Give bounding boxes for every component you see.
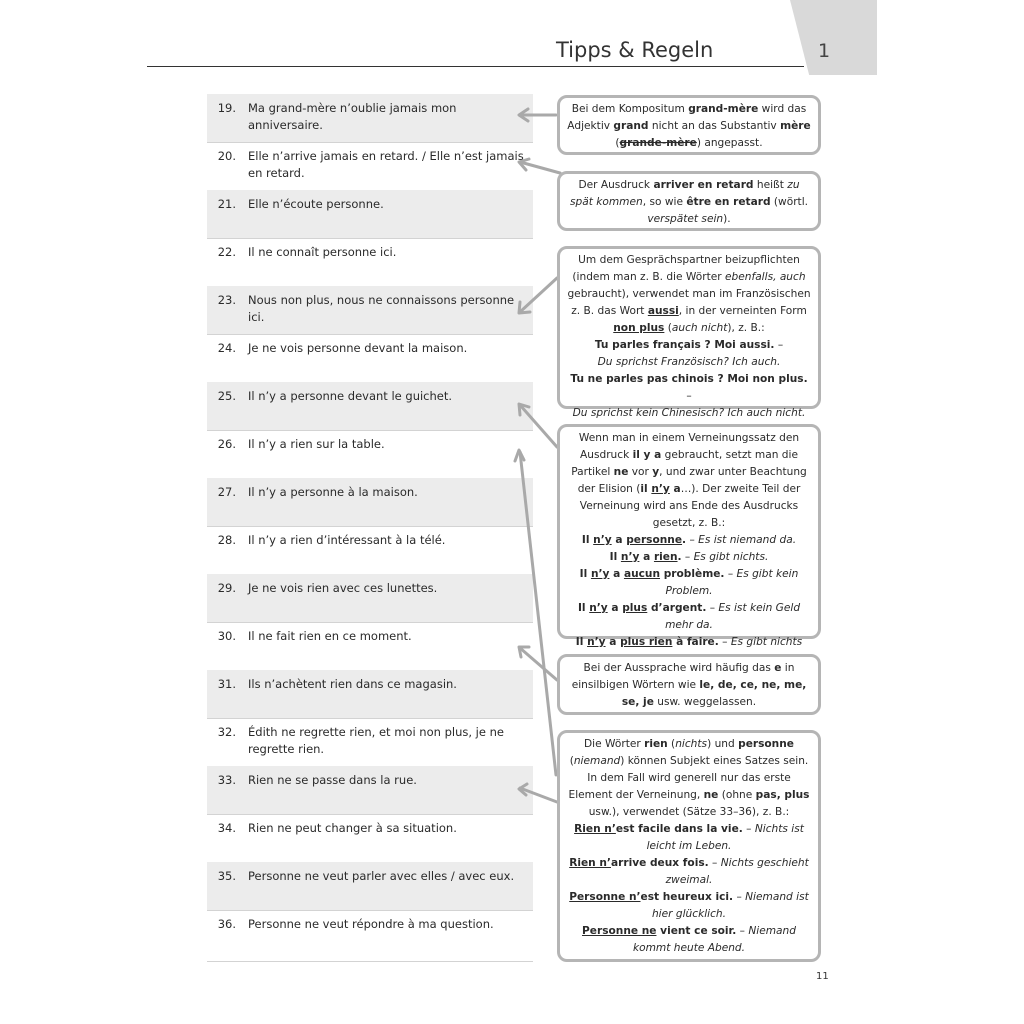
tip-text: Bei der Aussprache wird häufig das	[583, 662, 775, 674]
tip-bold-underlined: Personne ne	[582, 925, 657, 937]
sentence-text: Édith ne regrette rien, et moi non plus, je ne regrette rien.	[248, 725, 504, 756]
tip-text: –	[736, 925, 749, 937]
tip-text: –	[681, 551, 694, 563]
tip-translation: Es gibt kein Problem.	[665, 568, 799, 597]
tip-bold-underlined: n’y	[587, 636, 606, 648]
sentence-number: 19.	[217, 101, 236, 115]
tip-bold-underlined: plus	[622, 602, 648, 614]
tip-bold: personne	[738, 738, 794, 750]
tip-bold: a	[609, 568, 624, 580]
sentence-number: 29.	[217, 581, 236, 595]
tip-translation: Niemand ist hier glücklich.	[651, 891, 809, 920]
sentence-number: 25.	[217, 389, 236, 403]
tip-text: , und zwar unter Beachtung der Elision (	[577, 466, 807, 495]
tip-bold: il	[640, 483, 652, 495]
tip-bold: .	[738, 823, 743, 835]
tip-text: nicht an das Substantiv	[648, 120, 781, 132]
tip-bold-underlined: n’y	[590, 568, 610, 580]
tip-text: –	[742, 823, 755, 835]
page-title: Tipps & Regeln	[556, 38, 714, 62]
tip-bold-underlined: n’y	[593, 534, 612, 546]
sentence-number: 35.	[217, 869, 236, 883]
tip-bold: arrive deux fois	[610, 857, 705, 869]
tip-bold-underlined: aucun	[623, 568, 661, 580]
tip-text: –	[706, 602, 719, 614]
page-number: 11	[816, 971, 829, 982]
tip-text: gebraucht), verwendet man im Französischen z. B. das Wort	[567, 288, 811, 317]
tip-bold: ne	[613, 466, 629, 478]
sentence-number: 31.	[217, 677, 236, 691]
tip-text: , in der verneinten Form	[678, 305, 807, 317]
example-line	[569, 891, 809, 920]
tip-text: –	[686, 390, 692, 402]
tip-box-elision	[557, 654, 821, 715]
tip-text: –	[686, 534, 699, 546]
tip-bold: .	[677, 551, 682, 563]
sentence-text: Elle n’arrive jamais en retard. / Elle n’est jamais en retard.	[248, 149, 524, 180]
tip-text: –	[724, 568, 737, 580]
example-line	[578, 602, 800, 631]
tip-bold: arriver en retard	[653, 179, 754, 191]
tip-box-compound	[557, 95, 821, 155]
tip-text: ), z. B.:	[727, 322, 765, 334]
tip-translation: Du sprichst kein Chinesisch? Ich auch nicht.	[572, 407, 806, 419]
example-line	[574, 823, 804, 852]
tip-bold-underlined: personne	[626, 534, 683, 546]
tip-text: (	[569, 755, 574, 767]
sentence-text: Rien ne se passe dans la rue.	[248, 773, 417, 787]
tip-box-rien-personne	[557, 730, 821, 962]
tip-bold: d’argent	[647, 602, 703, 614]
tip-italic: nichts	[675, 738, 708, 750]
example-line	[569, 857, 809, 886]
tip-text: (ohne	[718, 789, 756, 801]
sentence-text: Nous non plus, nous ne connaissons personne ici.	[248, 293, 515, 324]
tip-text: heißt	[753, 179, 788, 191]
tip-text: Der Ausdruck	[578, 179, 654, 191]
tip-text: ) angepasst.	[696, 137, 763, 149]
tip-text: …). Der zweite Teil der Verneinung wird ans Ende des Ausdrucks gesetzt, z. B.:	[579, 483, 801, 529]
tip-bold-underlined: rien	[653, 551, 678, 563]
sentence-text: Ils n’achètent rien dans ce magasin.	[248, 677, 457, 691]
tip-bold: mère	[780, 120, 811, 132]
tip-bold-underlined: Rien n’	[574, 823, 616, 835]
tip-example: Tu parles français ? Moi aussi.	[594, 339, 775, 351]
tip-text: Die Wörter	[584, 738, 645, 750]
example-line	[582, 534, 796, 546]
tip-bold: a	[607, 602, 623, 614]
sentence-number: 30.	[217, 629, 236, 643]
tip-translation: Es ist kein Geld mehr da.	[665, 602, 801, 631]
tip-italic: ebenfalls, auch	[724, 271, 806, 283]
sentence-text: Il n’y a personne devant le guichet.	[248, 389, 453, 403]
sentence-text: Il ne fait rien en ce moment.	[248, 629, 412, 643]
sentence-number: 34.	[217, 821, 236, 835]
tip-bold: .	[720, 568, 725, 580]
tip-text: –	[718, 636, 731, 648]
tip-bold: Il	[577, 602, 590, 614]
tip-text: (	[667, 738, 676, 750]
tip-bold: vient ce soir	[656, 925, 733, 937]
sentence-number: 24.	[217, 341, 236, 355]
tip-translation: Es gibt nichts	[730, 636, 803, 648]
sentence-number: 23.	[217, 293, 236, 307]
tip-bold: rien	[644, 738, 668, 750]
tip-bold: être en retard	[686, 196, 771, 208]
tip-bold: Il	[581, 534, 594, 546]
tip-text: gebraucht, setzt man die Partikel	[571, 449, 798, 478]
tip-box-non-plus	[557, 246, 821, 419]
tip-translation: Es gibt nichts.	[693, 551, 769, 563]
tip-bold: .	[704, 857, 709, 869]
tip-bold: Il	[579, 568, 591, 580]
tip-italic: niemand	[573, 755, 621, 767]
tip-bold: Il	[609, 551, 621, 563]
tip-bold: .	[714, 636, 719, 648]
tip-bold-underlined: non plus	[613, 322, 665, 334]
tip-text: –	[708, 857, 721, 869]
tip-text: wird das Adjektiv	[567, 103, 807, 132]
tip-translation: Nichts ist leicht im Leben.	[646, 823, 804, 852]
tip-strikethrough: grande-mère	[619, 137, 697, 149]
tip-bold: a	[639, 551, 654, 563]
sentence-number: 21.	[217, 197, 236, 211]
sentence-text: Personne ne veut répondre à ma question.	[248, 917, 494, 931]
tip-bold-underlined: aussi	[647, 305, 679, 317]
tip-bold: a	[605, 636, 621, 648]
example-line	[580, 568, 799, 597]
tip-translation: Niemand kommt heute Abend.	[632, 925, 796, 954]
tip-translation: Du sprichst Französisch? Ich auch.	[597, 356, 781, 368]
tip-text: , so wie	[642, 196, 687, 208]
tip-bold: ne	[703, 789, 719, 801]
tip-bold: .	[682, 534, 687, 546]
tip-bold: grand-mère	[688, 103, 759, 115]
tip-text: Wenn man in einem Verneinungssatz den Ausdruck	[578, 432, 800, 461]
tip-text: usw.), verwendet (Sätze 33–36), z. B.:	[588, 806, 790, 818]
tip-bold: problème	[660, 568, 721, 580]
tip-bold: a	[611, 534, 627, 546]
tip-text: ) und	[707, 738, 739, 750]
tip-text: ).	[723, 213, 731, 225]
tip-bold-underlined: Personne n’	[569, 891, 641, 903]
tip-text: (wörtl.	[770, 196, 809, 208]
sentence-text: Je ne vois personne devant la maison.	[248, 341, 468, 355]
sentence-number: 33.	[217, 773, 236, 787]
tip-text: usw. weggelassen.	[653, 696, 757, 708]
tip-bold: à faire	[672, 636, 715, 648]
tip-italic: auch nicht	[671, 322, 728, 334]
tip-bold: a	[669, 483, 681, 495]
sentence-text: Il n’y a rien sur la table.	[248, 437, 385, 451]
tip-text: ) können Subjekt eines Satzes sein. In dem Fall wird generell nur das erste Element der Verneinung,	[568, 755, 809, 801]
chapter-number: 1	[818, 40, 831, 62]
tip-bold-underlined: n’y	[620, 551, 640, 563]
tip-translation: Es ist niemand da.	[698, 534, 797, 546]
sentence-number: 32.	[217, 725, 236, 739]
tip-translation: Nichts geschieht zweimal.	[665, 857, 809, 886]
tip-bold: e	[774, 662, 782, 674]
sentence-text: Rien ne peut changer à sa situation.	[248, 821, 457, 835]
tip-bold: .	[702, 602, 707, 614]
sentence-number: 36.	[217, 917, 236, 931]
tip-bold: il y a	[632, 449, 662, 461]
tip-text: vor	[628, 466, 653, 478]
sentence-number: 22.	[217, 245, 236, 259]
example-line	[582, 925, 796, 954]
tip-text: in einsilbigen Wörtern wie	[571, 662, 795, 691]
sentence-number: 20.	[217, 149, 236, 163]
sentence-text: Je ne vois rien avec ces lunettes.	[248, 581, 438, 595]
tip-bold: le, de, ce, ne, me, se, je	[621, 679, 807, 708]
tip-bold: .	[729, 891, 734, 903]
sentence-text: Personne ne veut parler avec elles / avec eux.	[248, 869, 515, 883]
tip-text: –	[774, 339, 784, 351]
tip-bold-underlined: plus rien	[620, 636, 673, 648]
sentence-text: Il ne connaît personne ici.	[248, 245, 397, 259]
sentence-number: 27.	[217, 485, 236, 499]
tip-italic: zu spät kommen	[569, 179, 800, 208]
tip-bold: grand	[613, 120, 649, 132]
tip-box-il-y-a	[557, 424, 821, 648]
tip-bold: est heureux ici	[640, 891, 730, 903]
tip-example: Tu ne parles pas chinois ? Moi non plus.	[570, 373, 808, 385]
tip-text: (	[664, 322, 672, 334]
sentence-text: Il n’y a rien d’intéressant à la télé.	[248, 533, 446, 547]
tip-italic: verspätet sein	[647, 213, 724, 225]
example-line	[610, 551, 769, 563]
sentence-text: Elle n’écoute personne.	[248, 197, 384, 211]
tip-text: Um dem Gesprächspartner beizupflichten (indem man z. B. die Wörter	[572, 254, 800, 283]
tip-bold-underlined: n’y	[589, 602, 608, 614]
tip-text: Bei dem Kompositum	[571, 103, 689, 115]
tip-bold-underlined: Rien n’	[569, 857, 611, 869]
tip-box-arriver-en-retard	[557, 171, 821, 231]
sentence-text: Il n’y a personne à la maison.	[248, 485, 418, 499]
tip-bold: y	[652, 466, 660, 478]
tip-bold: pas, plus	[755, 789, 810, 801]
sentence-number: 28.	[217, 533, 236, 547]
tip-bold: Il	[575, 636, 588, 648]
tip-bold: .	[732, 925, 737, 937]
tip-bold-underlined: n’y	[651, 483, 670, 495]
tip-text: (	[615, 137, 620, 149]
sentence-number: 26.	[217, 437, 236, 451]
sentence-text: Ma grand-mère n’oublie jamais mon anniversaire.	[248, 101, 457, 132]
tip-text: –	[733, 891, 746, 903]
tip-bold: est facile dans la vie	[615, 823, 739, 835]
